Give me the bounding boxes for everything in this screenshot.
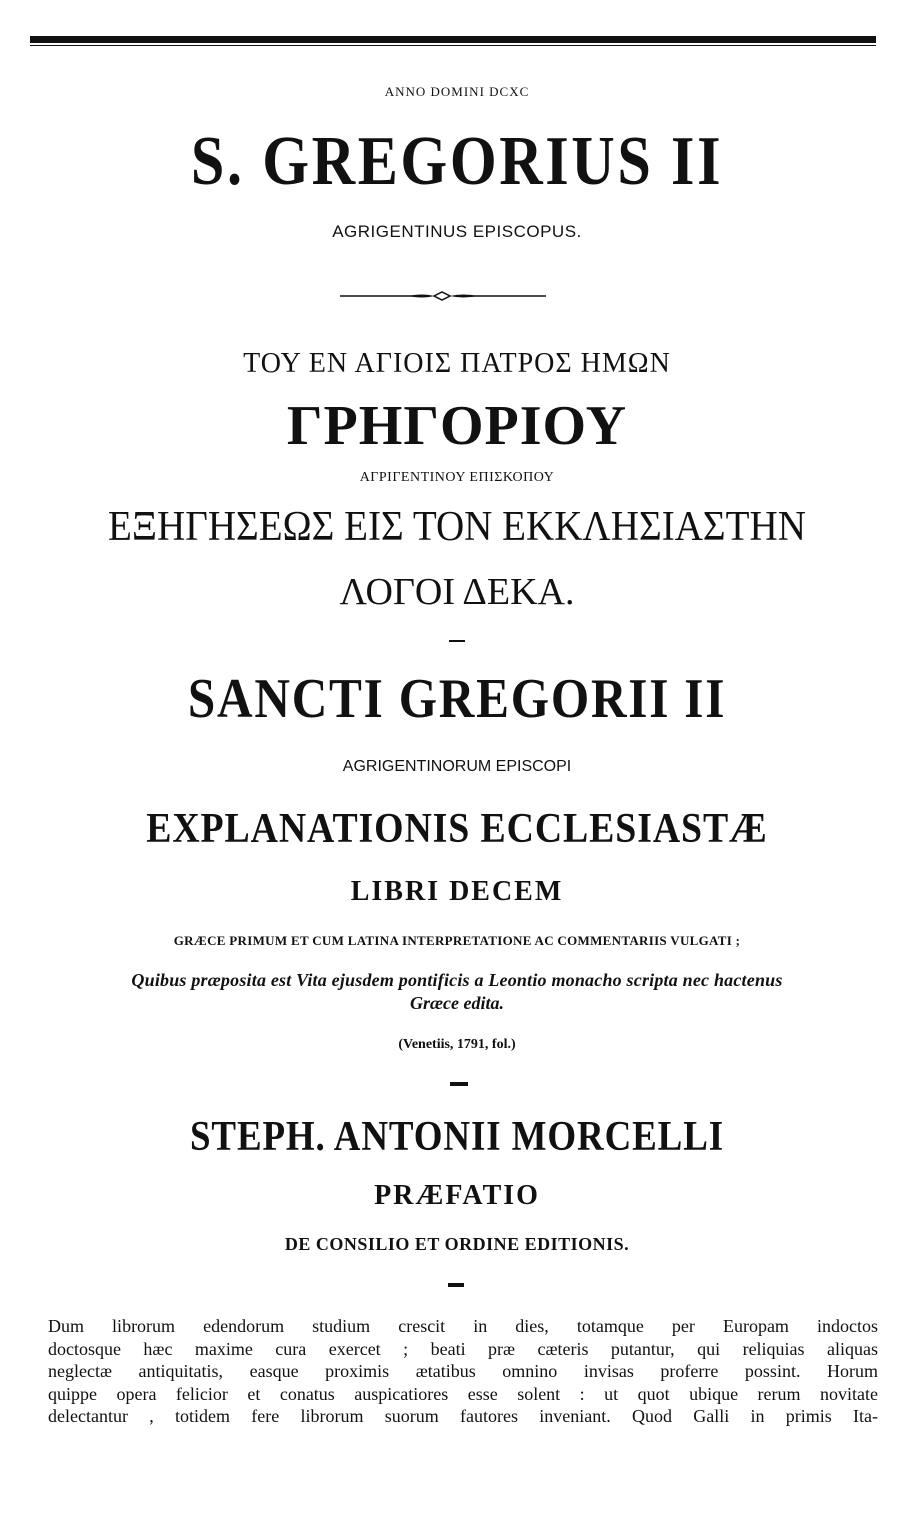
- body-line: delectantur , totidem fere librorum suorum fautores inveniant. Quod Galli in primis Ita-: [48, 1406, 878, 1426]
- greek-heading: ΤΟΥ ΕΝ ΑΓΙΟΙΣ ΠΑΤΡΟΣ ΗΜΩΝ: [243, 348, 671, 379]
- body-line: quippe opera felicior et conatus auspicatiores esse solent : ut quot ubique rerum novitate: [48, 1383, 878, 1404]
- latin-explanation: EXPLANATIONIS ECCLESIASTÆ: [146, 806, 768, 852]
- preface-author: STEPH. ANTONII MORCELLI: [189, 1114, 725, 1160]
- greek-subtitle: ΑΓΡΙΓΕΝΤΙΝΟΥ ΕΠΙΣΚΟΠΟΥ: [359, 470, 555, 485]
- section-divider: [448, 1283, 464, 1287]
- ornament-divider: [338, 286, 548, 306]
- body-line: neglectæ antiquitatis, easque proximis ætatibus omnino invisas proferre possint. Horum: [48, 1361, 878, 1381]
- body-paragraph: [48, 1315, 878, 1428]
- latin-quibus-line: Quibus præposita est Vita ejusdem pontificis a Leontio monacho scripta nec hactenus: [131, 970, 783, 990]
- latin-libri: LIBRI DECEM: [350, 876, 564, 907]
- greek-exegesis: ΕΞΗΓΗΣΕΩΣ ΕΙΣ ΤΟΝ ΕΚΚΛΗΣΙΑΣΤΗΝ: [108, 504, 806, 550]
- anno-domini: ANNO DOMINI DCXC: [384, 84, 530, 99]
- latin-title: SANCTI GREGORII II: [187, 668, 727, 730]
- latin-graece-edita: Græce edita.: [410, 993, 504, 1013]
- main-title: S. GREGORIUS II: [190, 123, 724, 200]
- latin-graece-line: GRÆCE PRIMUM ET CUM LATINA INTERPRETATIONE AC COMMENTARIIS VULGATI ;: [173, 933, 741, 948]
- preface-title: PRÆFATIO: [374, 1180, 540, 1211]
- section-divider: [449, 640, 465, 642]
- preface-subtitle: DE CONSILIO ET ORDINE EDITIONIS.: [284, 1234, 630, 1254]
- publication-note: (Venetiis, 1791, fol.): [398, 1037, 516, 1052]
- main-subtitle: AGRIGENTINUS EPISCOPUS.: [332, 222, 582, 241]
- top-rule: [30, 36, 876, 43]
- body-line: Dum librorum edendorum studium crescit in dies, totamque per Europam indoctos: [48, 1316, 878, 1336]
- section-divider: [450, 1082, 468, 1086]
- body-line: doctosque hæc maxime cura exercet ; beati præ cæteris putantur, qui reliquias aliquas: [48, 1338, 878, 1359]
- latin-subtitle: AGRIGENTINORUM EPISCOPI: [342, 758, 572, 775]
- greek-logoi: ΛΟΓΟΙ ΔΕΚΑ.: [339, 571, 575, 613]
- greek-title: ΓΡΗΓΟΡΙΟΥ: [286, 395, 628, 457]
